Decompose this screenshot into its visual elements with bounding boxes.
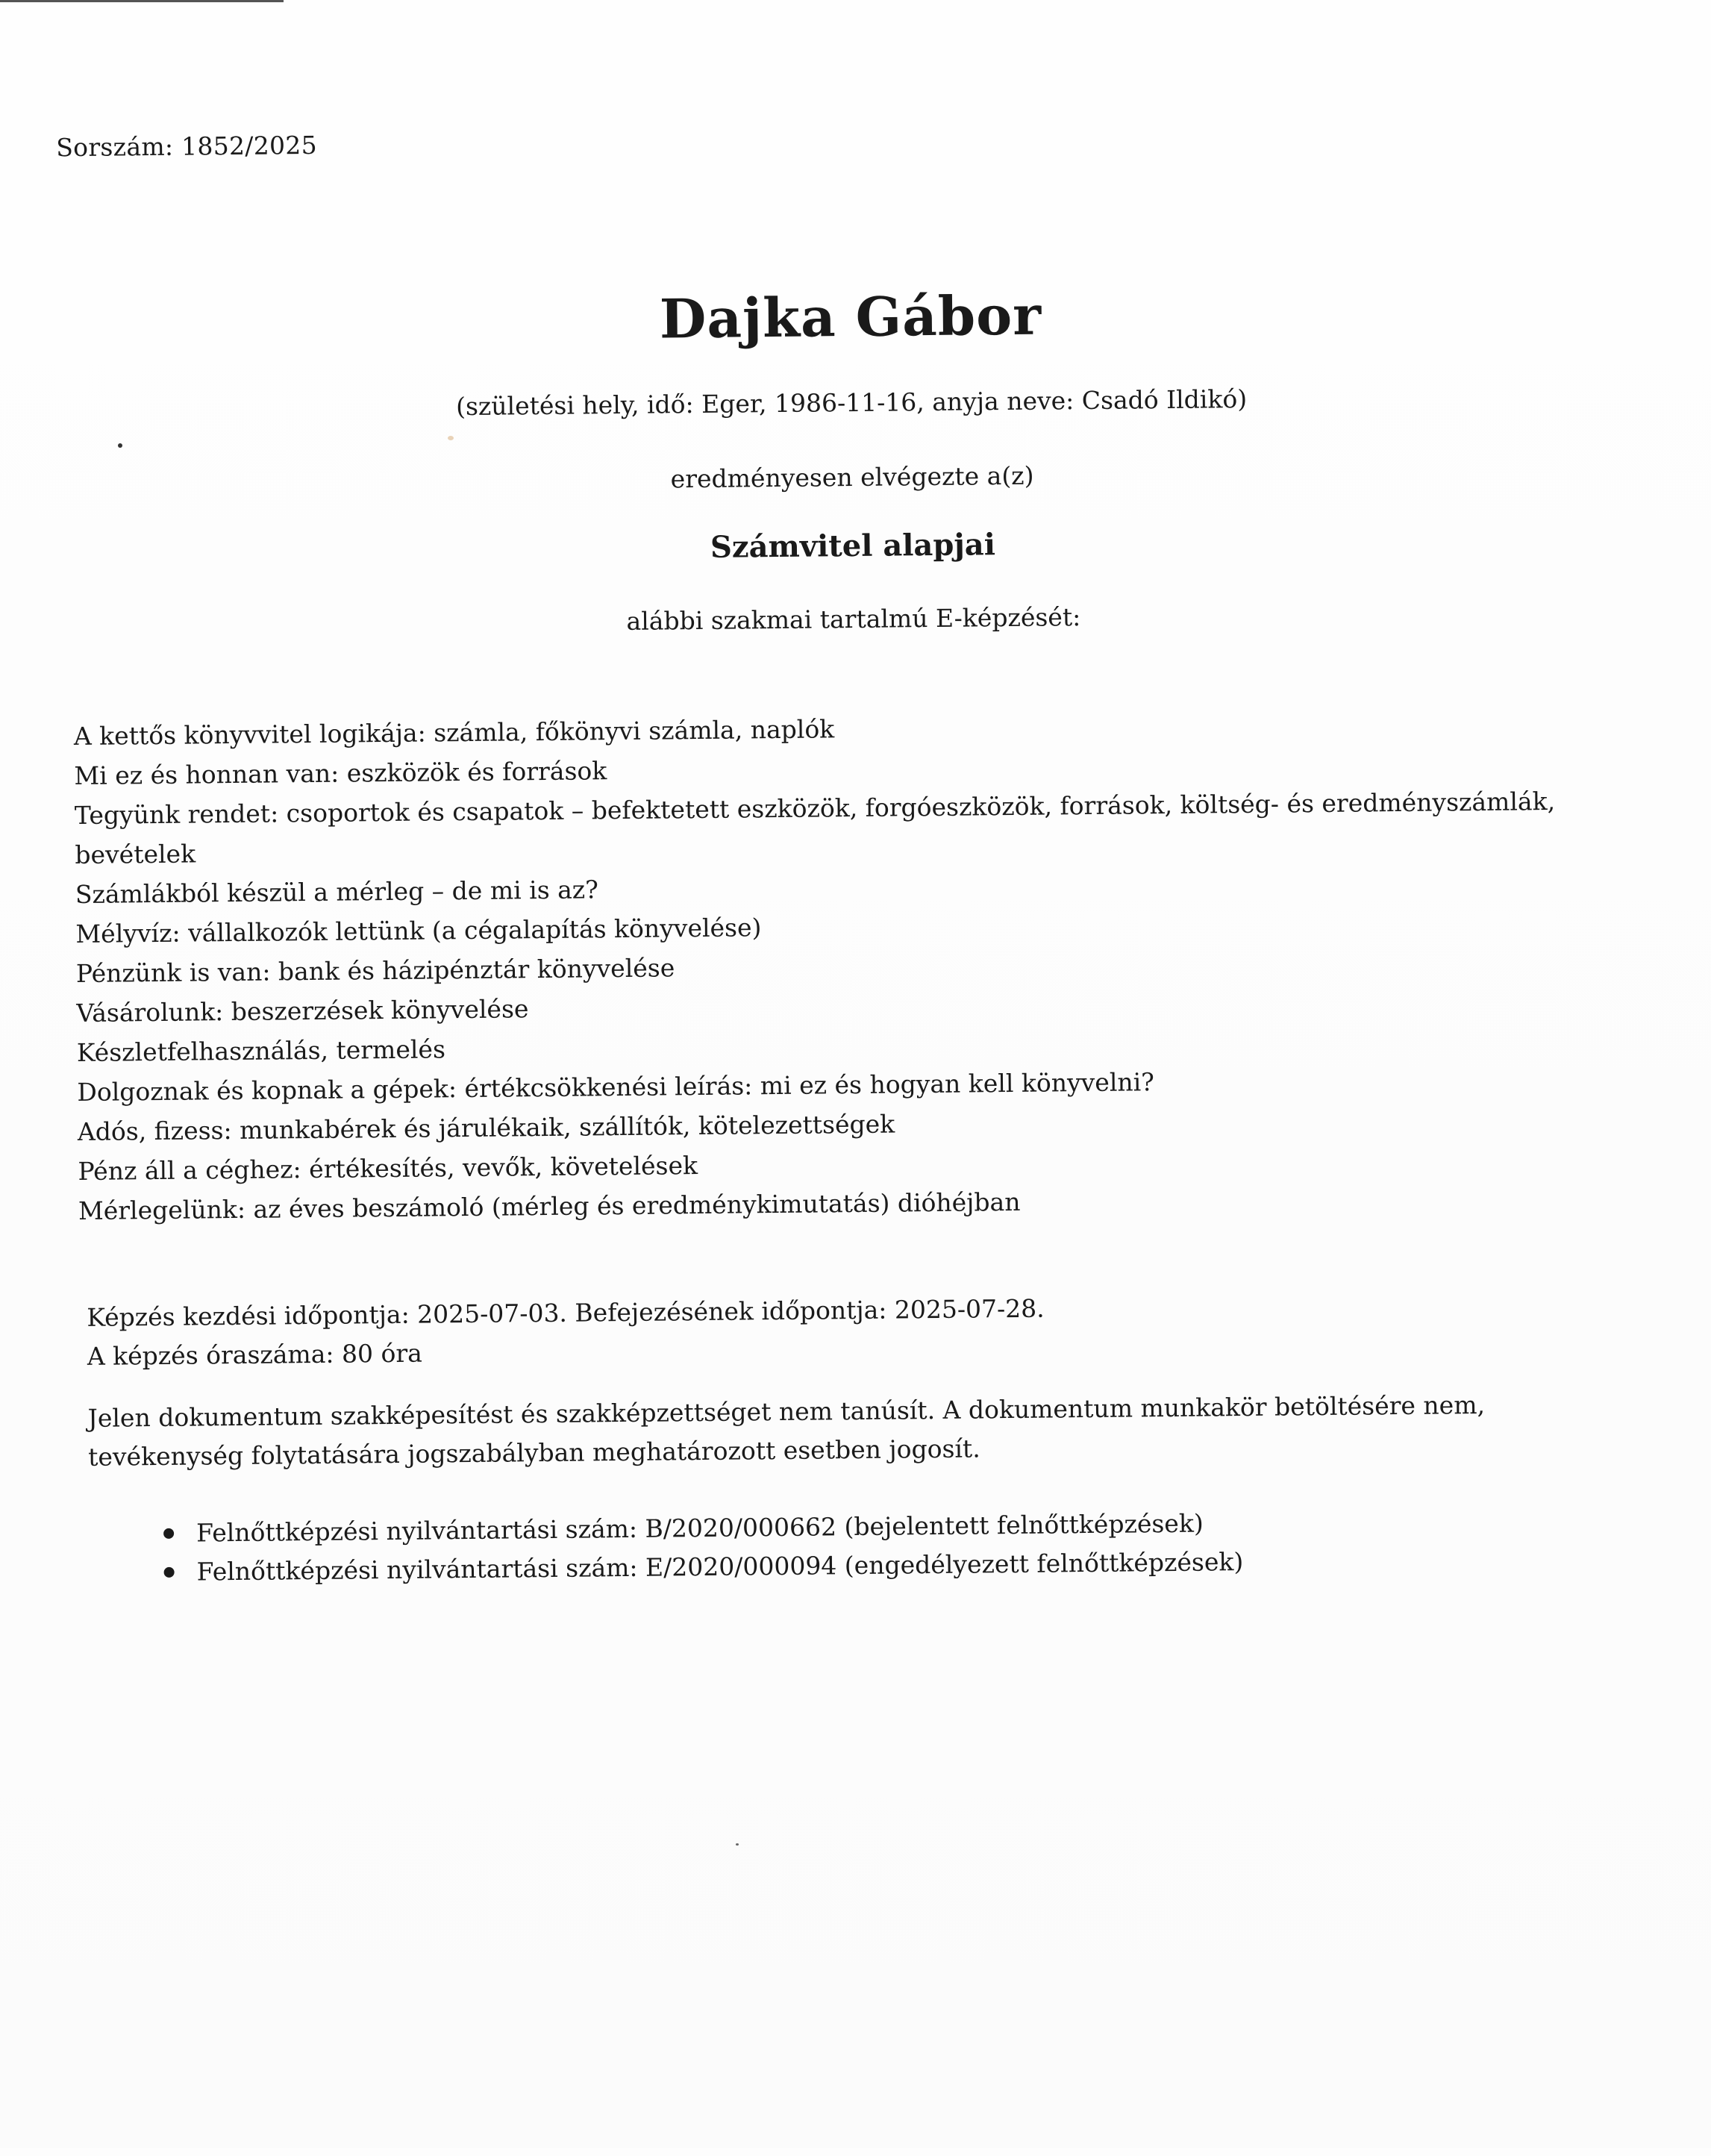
topic-item: Dolgoznak és kopnak a gépek: értékcsökkenési leírás: mi ez és hogyan kell könyvelni? (77, 1067, 1155, 1107)
topic-item: Tegyünk rendet: csoportok és csapatok – befektetett eszközök, forgóeszközök, források, költség- és eredményszámlák, (74, 786, 1556, 831)
completion-text: eredményesen elvégezte a(z) (670, 460, 1034, 494)
topic-item: Számlákból készül a mérleg – de mi is az? (75, 875, 599, 910)
disclaimer (87, 1384, 1625, 1477)
training-dates-block (87, 1290, 1045, 1376)
registry-text: Felnőttképzési nyilvántartási szám: B/2020/000662 (bejelentett felnőttképzések) (196, 1508, 1204, 1548)
scan-speck (736, 1843, 739, 1846)
topic-item: Mi ez és honnan van: eszközök és források (74, 756, 607, 791)
scan-edge-line (0, 0, 284, 2)
disclaimer-line: Jelen dokumentum szakképesítést és szakképzettséget nem tanúsít. A dokumentum munkakör betöltésére nem, (87, 1390, 1486, 1433)
disclaimer-line: tevékenység folytatására jogszabályban meghatározott esetben jogosít. (87, 1434, 980, 1472)
participant-name: Dajka Gábor (659, 283, 1042, 351)
topic-item: Mérlegelünk: az éves beszámoló (mérleg és eredménykimutatás) dióhéjban (78, 1187, 1021, 1226)
registry-text: Felnőttképzési nyilvántartási szám: E/2020/000094 (engedélyezett felnőttképzések) (196, 1547, 1244, 1587)
scan-speck (118, 443, 122, 448)
intro-text: alábbi szakmai tartalmú E-képzését: (626, 602, 1081, 636)
course-title: Számvitel alapjai (710, 527, 996, 565)
scan-speck (448, 436, 454, 440)
topic-item: Mélyvíz: vállalkozók lettünk (a cégalapítás könyvelése) (75, 913, 762, 949)
bullet-icon (163, 1528, 174, 1539)
registry-list (163, 1504, 1244, 1592)
birth-info: (születési hely, idő: Eger, 1986-11-16, anyja neve: Csadó Ildikó) (455, 384, 1248, 422)
topic-item: Adós, fizess: munkabérek és járulékaik, szállítók, kötelezettségek (77, 1109, 895, 1147)
topic-item: Pénz áll a céghez: értékesítés, vevők, követelések (78, 1151, 698, 1187)
training-hours: A képzés óraszáma: 80 óra (87, 1338, 423, 1371)
training-dates: Képzés kezdési időpontja: 2025-07-03. Befejezésének időpontja: 2025-07-28. (87, 1293, 1045, 1332)
topic-item: Készletfelhasználás, termelés (76, 1034, 446, 1068)
topic-item: Pénzünk is van: bank és házipénztár könyvelése (75, 953, 675, 989)
bullet-icon (164, 1567, 175, 1578)
serial-number: Sorszám: 1852/2025 (56, 130, 318, 163)
topic-item: Vásárolunk: beszerzések könyvelése (76, 994, 529, 1028)
topic-list (74, 702, 1639, 1231)
topic-item: A kettős könyvvitel logikája: számla, főkönyvi számla, naplók (73, 714, 835, 752)
topic-item: bevételek (75, 839, 196, 870)
